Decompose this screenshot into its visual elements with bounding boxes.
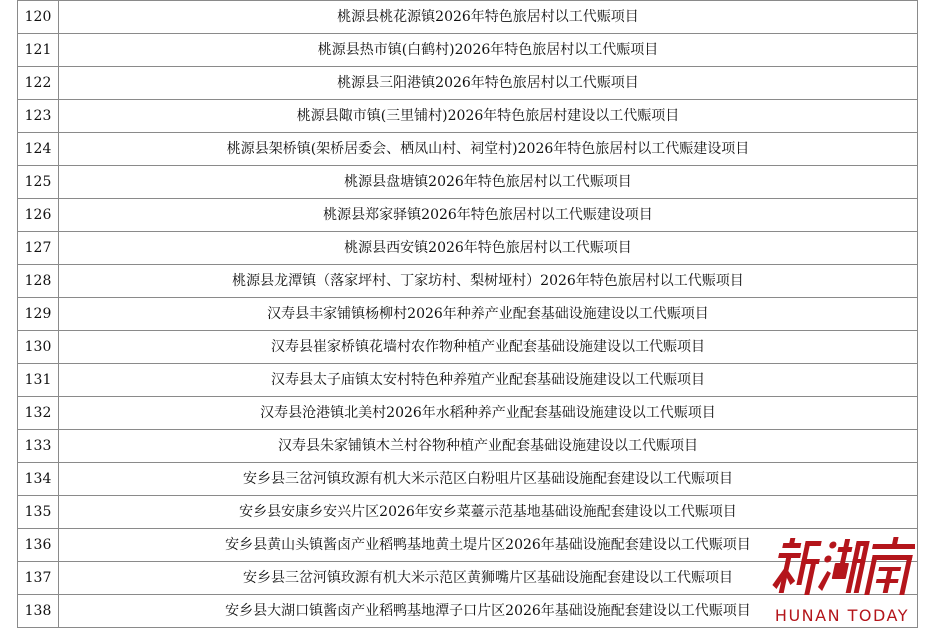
- table-row: [18, 232, 918, 265]
- table-row: [18, 67, 918, 100]
- project-list-table: [17, 0, 918, 628]
- row-number: 137: [18, 562, 59, 595]
- table-row: [18, 1, 918, 34]
- project-name: 安乡县黄山头镇酱卤产业稻鸭基地黄土堤片区2026年基础设施配套建设以工代赈项目: [59, 529, 918, 562]
- table-row: [18, 331, 918, 364]
- table-row: [18, 298, 918, 331]
- project-name: 安乡县大湖口镇酱卤产业稻鸭基地潭子口片区2026年基础设施配套建设以工代赈项目: [59, 595, 918, 628]
- row-number: 136: [18, 529, 59, 562]
- table-row: [18, 529, 918, 562]
- row-number: 131: [18, 364, 59, 397]
- row-number: 130: [18, 331, 59, 364]
- table-row: [18, 265, 918, 298]
- row-number: 124: [18, 133, 59, 166]
- row-number: 123: [18, 100, 59, 133]
- watermark-subtitle: HUNAN TODAY: [774, 606, 909, 625]
- project-name: 汉寿县丰家铺镇杨柳村2026年种养产业配套基础设施建设以工代赈项目: [59, 298, 918, 331]
- project-name: 安乡县三岔河镇玫源有机大米示范区黄狮嘴片区基础设施配套建设以工代赈项目: [59, 562, 918, 595]
- table-body: [18, 1, 918, 628]
- project-name: 汉寿县太子庙镇太安村特色种养殖产业配套基础设施建设以工代赈项目: [59, 364, 918, 397]
- row-number: 132: [18, 397, 59, 430]
- project-name: 汉寿县沧港镇北美村2026年水稻种养产业配套基础设施建设以工代赈项目: [59, 397, 918, 430]
- table-row: [18, 199, 918, 232]
- row-number: 135: [18, 496, 59, 529]
- project-name: 汉寿县朱家铺镇木兰村谷物种植产业配套基础设施建设以工代赈项目: [59, 430, 918, 463]
- project-name: 安乡县三岔河镇玫源有机大米示范区白粉咀片区基础设施配套建设以工代赈项目: [59, 463, 918, 496]
- project-name: 桃源县陬市镇(三里铺村)2026年特色旅居村建设以工代赈项目: [59, 100, 918, 133]
- row-number: 122: [18, 67, 59, 100]
- table-row: [18, 100, 918, 133]
- row-number: 121: [18, 34, 59, 67]
- table-row: [18, 364, 918, 397]
- row-number: 126: [18, 199, 59, 232]
- project-name: 安乡县安康乡安兴片区2026年安乡菜薹示范基地基础设施配套建设以工代赈项目: [59, 496, 918, 529]
- row-number: 120: [18, 1, 59, 34]
- table-row: [18, 397, 918, 430]
- row-number: 127: [18, 232, 59, 265]
- table-row: [18, 595, 918, 628]
- table-row: [18, 430, 918, 463]
- row-number: 133: [18, 430, 59, 463]
- project-name: 桃源县郑家驿镇2026年特色旅居村以工代赈建设项目: [59, 199, 918, 232]
- row-number: 134: [18, 463, 59, 496]
- row-number: 125: [18, 166, 59, 199]
- table-row: [18, 166, 918, 199]
- row-number: 129: [18, 298, 59, 331]
- row-number: 138: [18, 595, 59, 628]
- project-name: 桃源县盘塘镇2026年特色旅居村以工代赈项目: [59, 166, 918, 199]
- project-name: 汉寿县崔家桥镇花墙村农作物种植产业配套基础设施建设以工代赈项目: [59, 331, 918, 364]
- row-number: 128: [18, 265, 59, 298]
- table-row: [18, 34, 918, 67]
- table-row: [18, 562, 918, 595]
- project-name: 桃源县桃花源镇2026年特色旅居村以工代赈项目: [59, 1, 918, 34]
- project-name: 桃源县西安镇2026年特色旅居村以工代赈项目: [59, 232, 918, 265]
- project-name: 桃源县三阳港镇2026年特色旅居村以工代赈项目: [59, 67, 918, 100]
- table-row: [18, 463, 918, 496]
- project-name: 桃源县热市镇(白鹤村)2026年特色旅居村以工代赈项目: [59, 34, 918, 67]
- project-name: 桃源县架桥镇(架桥居委会、栖凤山村、祠堂村)2026年特色旅居村以工代赈建设项目: [59, 133, 918, 166]
- table-row: [18, 496, 918, 529]
- project-name: 桃源县龙潭镇（落家坪村、丁家坊村、梨树垭村）2026年特色旅居村以工代赈项目: [59, 265, 918, 298]
- table-row: [18, 133, 918, 166]
